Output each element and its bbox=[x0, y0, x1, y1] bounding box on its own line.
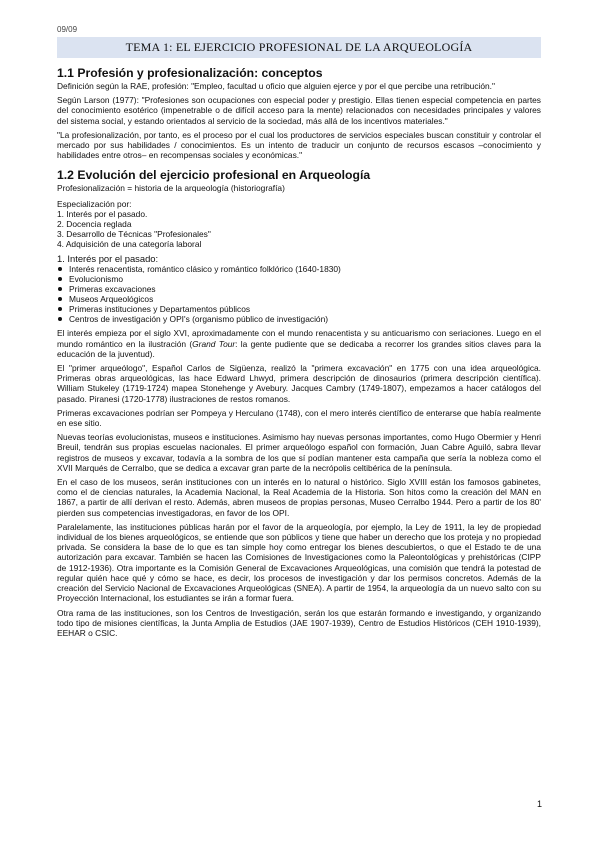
bullet-icon bbox=[58, 287, 62, 291]
bullet-icon bbox=[58, 267, 62, 271]
bullet-icon bbox=[58, 317, 62, 321]
paragraph-renaissance: El interés empieza por el siglo XVI, aproximadamente con el mundo renacentista y su anticuarismo con seriaciones. Luego en el mundo romántico en la ilustración (Grand Tour: la gente pudiente que se dedicaba a recorrer los grandes sitios claves para la educación de la juventud). bbox=[57, 328, 541, 359]
bullet-item: Primeras excavaciones bbox=[57, 284, 541, 294]
header-date: 09/09 bbox=[57, 25, 78, 34]
paragraph-research-centers: Otra rama de las instituciones, son los Centros de Investigación, serán los que estarán formando e investigando, y organizando todo tipo de misiones científicas, la Junta Amplia de Estudios (JAE 1907-1939), Centro de Estudios Históricos (CEH 1910-1939), EEHAR o CSIC. bbox=[57, 607, 541, 638]
specialization-item: 4. Adquisición de una categoría laboral bbox=[57, 239, 202, 250]
bullet-icon bbox=[58, 277, 62, 281]
page-title: TEMA 1: EL EJERCICIO PROFESIONAL DE LA ARQUEOLOGÍA bbox=[57, 37, 541, 58]
section-2-heading: 1.2 Evolución del ejercicio profesional en Arqueología bbox=[57, 168, 371, 183]
paragraph-evolutionism: Nuevas teorías evolucionistas, museos e instituciones. Asimismo hay nuevas personas importantes, como Hugo Obermier y Henri Breuil, tendrán sus propias escuelas nacionales. El primer arqueólogo español con formación, Juan Cabre Aguiló, sabra llevar registros de museos y excavar, todavía a la sombra de los que sí podían mantener esta campaña que sería la nobleza como el XVII Marqués de Cerralbo, que se dedica a excavar gran parte de la necrópolis celtibérica de la península. bbox=[57, 432, 541, 473]
specialization-label: Especialización por: bbox=[57, 199, 132, 210]
specialization-item: 2. Docencia reglada bbox=[57, 219, 132, 230]
document-page bbox=[57, 25, 541, 642]
specialization-item: 1. Interés por el pasado. bbox=[57, 209, 148, 220]
bullet-item: Centros de investigación y OPI's (organismo público de investigación) bbox=[57, 314, 541, 324]
bullet-item: Interés renacentista, romántico clásico y romántico folklórico (1640-1830) bbox=[57, 264, 541, 274]
interest-bullet-list bbox=[57, 264, 541, 324]
bullet-item: Primeras instituciones y Departamentos públicos bbox=[57, 304, 541, 314]
bullet-item: Evolucionismo bbox=[57, 274, 541, 284]
specialization-item: 3. Desarrollo de Técnicas "Profesionales" bbox=[57, 229, 211, 240]
section-1-heading: 1.1 Profesión y profesionalización: conceptos bbox=[57, 66, 323, 80]
bullet-icon bbox=[58, 297, 62, 301]
page-number: 1 bbox=[536, 799, 542, 809]
paragraph-museums: En el caso de los museos, serán instituciones con un interés en lo natural o histórico. Siglo XVIII están los famosos gabinetes, como el de ciencias naturales, la Academia Nacional, la Real Academia de la Historia. Son hitos como la creación del MAN en 1867, a partir de allí derivan el resto. Además, abren museos de propias personas, Museo Cerralbo 1944. Pero a partir de los 80' pierden sus competencias investigadoras, en favor de los OPI. bbox=[57, 477, 541, 518]
paragraph-first-excavations: Primeras excavaciones podrían ser Pompeya y Herculano (1748), con el mero interés científico de enterarse que había realmente en ese sitio. bbox=[57, 407, 541, 429]
interest-heading: 1. Interés por el pasado: bbox=[57, 253, 159, 265]
bullet-icon bbox=[58, 307, 62, 311]
paragraph-public-institutions: Paralelamente, las instituciones públicas harán por el favor de la arqueología, por ejemplo, la Ley de 1911, la ley de propiedad individual de los bienes arqueológicos, se entiende que son públicos y tiene que haber un derecho que los proteja y no propiedad privada. Se considera la base de lo que es tan simple hoy como entregar los bienes descubiertos, o que el Estado te de una autorización para excavar. También se hacen las Comisiones de Investigaciones como la Paleontológicas y prehistóricas (CIPP de 1912-1936). Otra importante es la Comisión General de Excavaciones Arqueológicas, una comisión que tendrá la potestad de regular quién hace qué y cómo se hace, es decir, los procesos de investigación y dar los permisos concretos. Además de la creación del Servicio Nacional de Excavaciones Arqueológicas (SNEA). A partir de 1954, la arqueología da un nuevo salto con su Proyección Internacional, los estudiantes se irán a formar fuera. bbox=[57, 521, 541, 604]
paragraph-first-archaeologist: El "primer arqueólogo", Español Carlos de Sigüenza, realizó la "primera excavación" en 1775 con una idea arqueológica. Primeras obras arqueológicas, las hace Edward Lhwyd, primera descripción de dinosaurios (primera descripción científica). William Stukeley (1719-1724) mapea Stonehenge y Avebury. Jacques Cambry (1749-1807), empezamos a hacer catálogos del pasado. Piranesi (1720-1778) ilustraciones de restos romanos. bbox=[57, 363, 541, 404]
section-2-subtitle: Profesionalización = historia de la arqueología (historiografía) bbox=[57, 183, 285, 194]
section-1-paragraph-2: Según Larson (1977): "Profesiones son ocupaciones con especial poder y prestigio. Ellas tienen especial competencia en partes del conocimiento esotérico (impenetrable o de difícil acceso para la mente) relacionados con necesidades principales y valores del sistema social, y estando orientados al servicio de la sociedad, más allá de los incentivos materiales." bbox=[57, 95, 541, 126]
specialization-list bbox=[57, 209, 541, 249]
bullet-item: Museos Arqueológicos bbox=[57, 294, 541, 304]
section-1-paragraph-3: "La profesionalización, por tanto, es el proceso por el cual los productores de servicios especiales buscan constituir y controlar el mercado por sus habilidades / conocimientos. Es un intento de traducir un conjunto de recursos escasos –conocimiento y habilidades entre otros– en recompensas sociales y económicas." bbox=[57, 129, 541, 161]
section-1-paragraph-1: Definición según la RAE, profesión: "Empleo, facultad u oficio que alguien ejerce y por el que percibe una retribución." bbox=[57, 81, 495, 91]
